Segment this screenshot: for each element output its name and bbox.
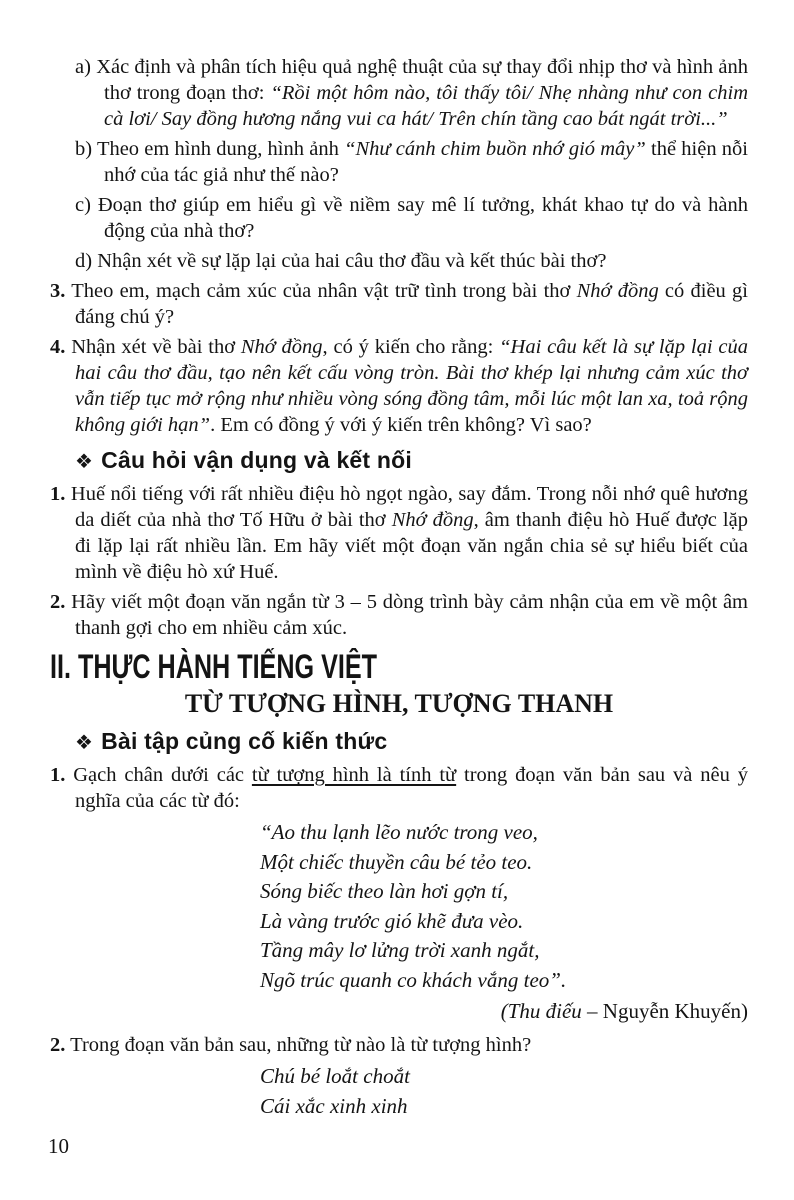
question-b [75, 136, 748, 188]
question-text: có điều gì đáng chú ý? [75, 280, 748, 328]
question-text: Xác định và phân tích hiệu quả nghệ thuật của sự thay đổi nhịp thơ và hình ảnh thơ trong đoạn thơ: [96, 56, 748, 104]
poem-line: Tầng mây lơ lửng trời xanh ngắt, [260, 938, 540, 962]
question-4 [50, 334, 748, 438]
application-heading [75, 447, 748, 476]
item-marker: 2. [50, 1034, 66, 1056]
task-2 [50, 1032, 748, 1058]
poem-title: Nhớ đồng [240, 336, 323, 358]
quoted-opinion: “Hai câu kết là sự lặp lại của hai câu thơ đầu, tạo nên kết cấu vòng tròn. Bài thơ khép lại nhưng cảm xúc thơ vẫn tiếp tục mở rộng như nhiều vòng sóng đồng tâm, mỗi lúc một lan xa, toả rộng không giới hạn” [75, 336, 748, 436]
item-marker: 4. [50, 336, 66, 358]
lesson-title: TỪ TƯỢNG HÌNH, TƯỢNG THANH [184, 689, 614, 718]
application-question-2 [50, 589, 748, 641]
item-marker: b) [75, 138, 93, 160]
question-text: Theo em hình dung, hình ảnh [96, 138, 345, 160]
poem-attribution [50, 998, 748, 1024]
task-text: trong đoạn văn bản sau và nêu ý nghĩa của các từ đó: [75, 764, 748, 812]
poem-title: Nhớ đồng [391, 509, 474, 531]
question-text: Nhận xét về sự lặp lại của hai câu thơ đầu và kết thúc bài thơ? [97, 250, 607, 272]
poem-line: Ngõ trúc quanh co khách vắng teo”. [260, 967, 567, 992]
diamond-bullet-icon: ❖ [75, 451, 94, 473]
page-number: 10 [48, 1134, 69, 1158]
question-text: Hãy viết một đoạn văn ngắn từ 3 – 5 dòng trình bày cảm nhận của em về một âm thanh gợi cho em nhiều cảm xúc. [71, 591, 748, 639]
item-marker: c) [75, 194, 91, 216]
poem-thu-dieu [260, 818, 748, 995]
poem-luom-excerpt [260, 1062, 748, 1121]
poem-line: Cái xắc xinh xinh [260, 1093, 408, 1118]
question-text: . Em có đồng ý với ý kiến trên không? Vì sao? [210, 414, 592, 436]
question-a [75, 54, 748, 132]
poem-line: “Ao thu lạnh lẽo nước trong veo, [260, 820, 538, 844]
underlined-phrase: từ tượng hình là tính từ [251, 764, 457, 786]
item-marker: 3. [50, 280, 66, 302]
item-marker: d) [75, 250, 93, 272]
question-text: thể hiện nỗi nhớ của tác giả như thế nào? [104, 138, 748, 186]
diamond-bullet-icon: ❖ [75, 732, 94, 754]
task-text: Trong đoạn văn bản sau, những từ nào là từ tượng hình? [70, 1034, 532, 1056]
exercise-heading-label: Bài tập củng cố kiến thức [101, 728, 388, 754]
question-text: Theo em, mạch cảm xúc của nhân vật trữ tình trong bài thơ [71, 280, 577, 302]
page-content [50, 54, 748, 1121]
question-text: , có ý kiến cho rằng: [322, 336, 500, 358]
question-text: Đoạn thơ giúp em hiểu gì về niềm say mê lí tưởng, khát khao tự do và hành động của nhà thơ? [97, 194, 748, 242]
application-heading-label: Câu hỏi vận dụng và kết nối [101, 447, 412, 473]
question-text: , âm thanh điệu hò Huế được lặp đi lặp lại rất nhiều lần. Em hãy viết một đoạn văn ngắn chia sẻ sự hiểu biết của mình về điệu hò xứ Huế. [75, 509, 748, 583]
question-text: Nhận xét về bài thơ [71, 336, 241, 358]
poem-line: Là vàng trước gió khẽ đưa vèo. [260, 908, 524, 933]
question-c [75, 192, 748, 244]
item-marker: 1. [50, 764, 66, 786]
poem-line: Chú bé loắt choắt [260, 1064, 410, 1088]
item-marker: 2. [50, 591, 66, 613]
task-text: Gạch chân dưới các [73, 764, 252, 786]
question-text: Huế nổi tiếng với rất nhiều điệu hò ngọt ngào, say đắm. Trong nỗi nhớ quê hương da diết của nhà thơ Tố Hữu ở bài thơ [70, 483, 749, 531]
section-heading: II. THỰC HÀNH TIẾNG VIỆT [50, 648, 377, 686]
poem-title: (Thu điếu [500, 999, 582, 1023]
exercise-heading [75, 728, 748, 757]
poem-line: Một chiếc thuyền câu bé tẻo teo. [260, 849, 533, 874]
question-d [75, 248, 748, 274]
item-marker: 1. [50, 483, 66, 505]
application-question-1 [50, 481, 748, 585]
quoted-verse: “Rồi một hôm nào, tôi thấy tôi/ Nhẹ nhàng như con chim cà lơi/ Say đồng hương nắng vui ca hát/ Trên chín tầng cao bát ngát trời...” [104, 82, 749, 130]
poem-line: Sóng biếc theo làn hơi gợn tí, [260, 879, 509, 903]
question-3 [50, 278, 748, 330]
quoted-verse: “Như cánh chim buồn nhớ gió mây” [344, 138, 646, 160]
poem-title: Nhớ đồng [576, 280, 659, 302]
task-1 [50, 762, 748, 814]
poem-author: – Nguyễn Khuyến) [581, 999, 748, 1023]
item-marker: a) [75, 56, 91, 78]
